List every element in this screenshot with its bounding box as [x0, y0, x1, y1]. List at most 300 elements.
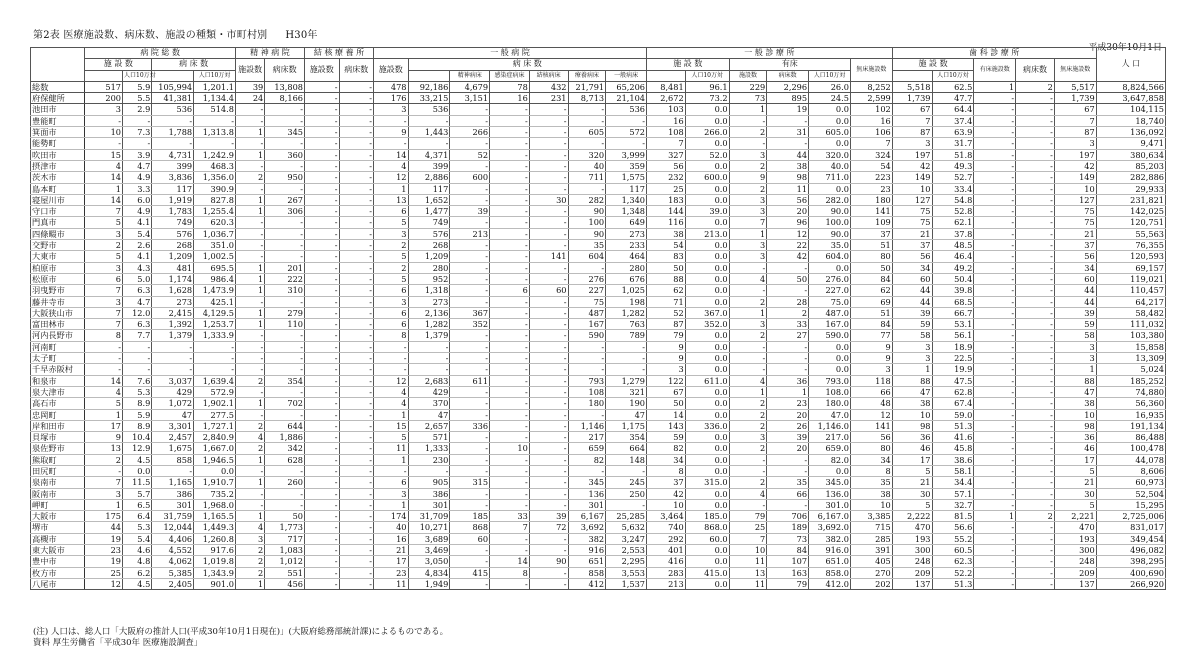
table-cell: 1,473.9 — [194, 285, 236, 296]
table-cell: 127 — [1054, 194, 1096, 205]
table-cell: - — [1016, 138, 1055, 149]
table-cell: 310 — [265, 285, 305, 296]
table-cell: - — [235, 409, 264, 420]
table-cell: - — [568, 364, 606, 375]
municipality-name: 摂津市 — [31, 160, 85, 171]
table-cell: 2 — [85, 240, 123, 251]
table-cell: - — [339, 443, 374, 454]
table-cell: 1,333.9 — [194, 330, 236, 341]
table-cell: 5,024 — [1096, 364, 1165, 375]
table-cell: 3 — [892, 341, 932, 352]
table-cell: 39 — [892, 307, 932, 318]
table-cell: 62.3 — [932, 556, 974, 567]
table-cell: 905 — [408, 477, 450, 488]
table-cell: 67 — [1054, 104, 1096, 115]
table-cell: 15,295 — [1096, 499, 1165, 510]
table-cell: 51.3 — [932, 578, 974, 589]
table-cell: 6,167.0 — [809, 511, 851, 522]
table-cell: - — [974, 251, 1016, 262]
table-cell: 425.1 — [194, 296, 236, 307]
table-cell: - — [490, 172, 530, 183]
municipality-name: 柏原市 — [31, 262, 85, 273]
table-cell: 4.9 — [123, 206, 152, 217]
table-cell: 56 — [892, 251, 932, 262]
table-cell: - — [974, 115, 1016, 126]
table-cell: 24.5 — [809, 93, 851, 104]
table-cell: 13 — [374, 194, 409, 205]
table-cell: 8 — [647, 465, 686, 476]
table-cell: 62.8 — [932, 386, 974, 397]
table-cell: - — [568, 465, 606, 476]
table-cell: 19.9 — [932, 364, 974, 375]
table-cell: 39 — [529, 511, 568, 522]
table-cell: 3 — [85, 262, 123, 273]
table-cell: - — [305, 511, 340, 522]
table-cell: 7 — [1054, 115, 1096, 126]
table-cell: 88 — [647, 273, 686, 284]
table-cell: 37.4 — [932, 115, 974, 126]
table-cell: 2,415 — [152, 307, 194, 318]
table-cell: - — [490, 217, 530, 228]
table-cell: 301 — [152, 499, 194, 510]
table-cell: 108 — [568, 386, 606, 397]
municipality-name: 大東市 — [31, 251, 85, 262]
table-cell: 0.0 — [194, 465, 236, 476]
table-cell: - — [974, 499, 1016, 510]
table-cell: 248 — [892, 556, 932, 567]
table-cell: 416 — [647, 556, 686, 567]
table-cell: - — [85, 341, 123, 352]
table-cell: - — [1016, 251, 1055, 262]
table-cell: - — [194, 364, 236, 375]
table-cell: 715 — [850, 522, 892, 533]
table-cell: - — [305, 499, 340, 510]
table-cell: 1 — [374, 409, 409, 420]
table-cell: 3,037 — [152, 375, 194, 386]
table-cell: 100.0 — [809, 217, 851, 228]
table-cell: 1,333 — [408, 443, 450, 454]
table-cell: - — [450, 556, 490, 567]
table-cell: 17 — [892, 454, 932, 465]
municipality-name: 豊能町 — [31, 115, 85, 126]
table-cell: 345 — [568, 477, 606, 488]
table-row — [31, 194, 1166, 205]
municipality-name: 大阪市 — [31, 511, 85, 522]
table-cell: 108.0 — [809, 386, 851, 397]
table-cell: - — [767, 364, 809, 375]
table-cell: 9,471 — [1096, 138, 1165, 149]
table-cell: - — [450, 398, 490, 409]
table-cell: 88 — [892, 375, 932, 386]
municipality-name: 河南町 — [31, 341, 85, 352]
table-cell: 3 — [85, 228, 123, 239]
table-cell: - — [339, 386, 374, 397]
table-cell: - — [450, 578, 490, 589]
table-cell: 4.1 — [123, 251, 152, 262]
table-cell: 8.9 — [123, 420, 152, 431]
table-cell: - — [529, 432, 568, 443]
table-cell: 0.0 — [685, 353, 729, 364]
table-cell: - — [606, 364, 647, 375]
table-cell: - — [529, 398, 568, 409]
table-cell: 0.0 — [685, 488, 729, 499]
table-cell: - — [305, 386, 340, 397]
table-cell: 59 — [647, 432, 686, 443]
table-cell: 270 — [850, 567, 892, 578]
table-cell: 102 — [850, 104, 892, 115]
table-cell: 31,759 — [152, 511, 194, 522]
table-cell: 16 — [647, 115, 686, 126]
table-cell: - — [490, 398, 530, 409]
table-cell: - — [490, 420, 530, 431]
table-cell: 71 — [647, 296, 686, 307]
table-cell: 35 — [850, 477, 892, 488]
municipality-name: 交野市 — [31, 240, 85, 251]
table-cell: 1,209 — [152, 251, 194, 262]
table-cell: 36 — [767, 375, 809, 386]
table-cell: - — [85, 115, 123, 126]
table-cell: 2 — [729, 409, 767, 420]
table-cell: 35.0 — [809, 240, 851, 251]
table-cell: - — [729, 115, 767, 126]
table-cell: - — [374, 341, 409, 352]
table-cell: 248 — [1054, 556, 1096, 567]
table-cell: 2,222 — [892, 511, 932, 522]
table-cell: 74,880 — [1096, 386, 1165, 397]
table-cell: 67 — [647, 386, 686, 397]
table-cell: - — [1016, 432, 1055, 443]
table-cell: - — [235, 138, 264, 149]
table-cell: 58,482 — [1096, 307, 1165, 318]
table-cell: 185,252 — [1096, 375, 1165, 386]
table-cell: 1 — [235, 127, 264, 138]
table-cell: - — [1016, 386, 1055, 397]
table-cell: 40 — [374, 522, 409, 533]
table-cell: 1,025 — [606, 285, 647, 296]
table-row — [31, 443, 1166, 454]
header-total-bed-per100k: 人口10万対 — [194, 70, 236, 81]
table-cell: 4,834 — [408, 567, 450, 578]
table-cell: 175 — [85, 511, 123, 522]
table-row — [31, 499, 1166, 510]
table-cell: 1,072 — [152, 398, 194, 409]
table-cell: 117 — [408, 183, 450, 194]
table-cell: - — [305, 477, 340, 488]
table-cell: 7 — [647, 138, 686, 149]
table-cell: - — [490, 206, 530, 217]
table-cell: 2 — [374, 262, 409, 273]
table-cell: - — [305, 262, 340, 273]
table-cell: 1,165.5 — [194, 511, 236, 522]
municipality-name: 吹田市 — [31, 149, 85, 160]
table-cell: - — [235, 330, 264, 341]
table-cell: 11.5 — [123, 477, 152, 488]
table-cell: - — [305, 217, 340, 228]
table-cell: 34.4 — [932, 477, 974, 488]
table-cell: - — [305, 364, 340, 375]
table-cell: - — [974, 443, 1016, 454]
table-cell: 0.0 — [685, 273, 729, 284]
table-cell: 1,279 — [606, 375, 647, 386]
table-cell: 60 — [529, 285, 568, 296]
table-cell: 3,836 — [152, 172, 194, 183]
table-cell: 695.5 — [194, 262, 236, 273]
table-cell: 64,217 — [1096, 296, 1165, 307]
table-cell: - — [1016, 217, 1055, 228]
table-cell: 4.1 — [123, 217, 152, 228]
table-cell: 0.0 — [809, 138, 851, 149]
table-cell: 1 — [729, 386, 767, 397]
table-row — [31, 296, 1166, 307]
table-cell: 27 — [767, 330, 809, 341]
table-cell: 14 — [647, 409, 686, 420]
table-cell: 604 — [568, 251, 606, 262]
table-cell: 8 — [374, 330, 409, 341]
table-cell: 44 — [892, 296, 932, 307]
table-cell: 7 — [729, 217, 767, 228]
table-row — [31, 477, 1166, 488]
table-cell: 7 — [490, 522, 530, 533]
table-cell: 517 — [85, 81, 123, 92]
table-cell: 740 — [647, 522, 686, 533]
table-cell: 78 — [490, 81, 530, 92]
table-cell: 6 — [374, 307, 409, 318]
table-cell: 47 — [408, 409, 450, 420]
table-cell: - — [1016, 398, 1055, 409]
table-cell: - — [152, 364, 194, 375]
header-dental-with-bed: 有床施設数 — [974, 59, 1016, 82]
table-cell: - — [305, 115, 340, 126]
table-cell: 176 — [374, 93, 409, 104]
table-cell: 26 — [767, 420, 809, 431]
table-cell: - — [729, 285, 767, 296]
table-cell: 7.3 — [123, 127, 152, 138]
table-cell: 56 — [647, 160, 686, 171]
table-cell: - — [339, 364, 374, 375]
table-cell: 59 — [892, 319, 932, 330]
table-cell: 386 — [408, 488, 450, 499]
table-cell: 62.1 — [932, 217, 974, 228]
table-cell: - — [529, 443, 568, 454]
table-cell: 1 — [729, 228, 767, 239]
table-cell: - — [235, 296, 264, 307]
table-cell: - — [265, 228, 305, 239]
table-cell: - — [568, 353, 606, 364]
table-cell: 4,731 — [152, 149, 194, 160]
table-cell: 1,379 — [152, 330, 194, 341]
table-cell: 3 — [374, 488, 409, 499]
table-cell: 22 — [767, 240, 809, 251]
table-cell: 3,692.0 — [809, 522, 851, 533]
table-cell: 3,647,858 — [1096, 93, 1165, 104]
table-cell: 54 — [850, 160, 892, 171]
table-cell: 0.0 — [809, 364, 851, 375]
header-dental-no-bed: 無床施設数 — [1054, 59, 1096, 82]
table-cell: 6.3 — [123, 285, 152, 296]
table-row — [31, 409, 1166, 420]
table-cell: - — [490, 545, 530, 556]
table-cell: 231 — [529, 93, 568, 104]
table-cell: 789 — [606, 330, 647, 341]
table-cell: 86,488 — [1096, 432, 1165, 443]
table-cell: 31,709 — [408, 511, 450, 522]
table-cell: - — [1016, 499, 1055, 510]
table-cell: 56.1 — [932, 330, 974, 341]
table-cell: - — [767, 454, 809, 465]
table-cell: 604.0 — [809, 251, 851, 262]
table-cell: 5.7 — [123, 488, 152, 499]
table-cell: 21,104 — [606, 93, 647, 104]
table-cell: 0.0 — [685, 160, 729, 171]
header-clinic-with-beds: 有床 — [729, 59, 850, 70]
table-cell: - — [305, 194, 340, 205]
table-cell: 0.0 — [809, 262, 851, 273]
table-cell: - — [265, 499, 305, 510]
table-cell: 7 — [85, 307, 123, 318]
table-cell: - — [450, 296, 490, 307]
table-cell: 399 — [408, 160, 450, 171]
table-cell: 0.0 — [685, 285, 729, 296]
table-cell: 38 — [892, 398, 932, 409]
table-cell: - — [529, 488, 568, 499]
table-cell: - — [339, 499, 374, 510]
table-cell: 30 — [529, 194, 568, 205]
table-cell: - — [568, 104, 606, 115]
table-cell: 6.0 — [123, 194, 152, 205]
table-cell: 10 — [892, 409, 932, 420]
table-cell: 66 — [850, 386, 892, 397]
table-cell: - — [490, 386, 530, 397]
municipality-name: 茨木市 — [31, 172, 85, 183]
table-cell: - — [450, 104, 490, 115]
table-cell: 895 — [767, 93, 809, 104]
table-cell: - — [305, 454, 340, 465]
table-cell: 76,355 — [1096, 240, 1165, 251]
table-cell: - — [1016, 488, 1055, 499]
table-row — [31, 93, 1166, 104]
table-cell: 34 — [647, 454, 686, 465]
table-cell: 50 — [265, 511, 305, 522]
table-cell: 90 — [568, 206, 606, 217]
table-cell: - — [1016, 454, 1055, 465]
table-cell: 12,044 — [152, 522, 194, 533]
table-cell: 2 — [85, 454, 123, 465]
table-cell: 2 — [1016, 511, 1055, 522]
table-cell: 213 — [647, 578, 686, 589]
table-cell: 0.0 — [123, 465, 152, 476]
table-cell: - — [490, 353, 530, 364]
table-cell: 22.5 — [932, 353, 974, 364]
table-cell: 3 — [850, 364, 892, 375]
table-cell: - — [339, 228, 374, 239]
table-cell: - — [529, 183, 568, 194]
table-cell: 60.0 — [685, 533, 729, 544]
table-row — [31, 307, 1166, 318]
table-cell: - — [85, 138, 123, 149]
table-cell: - — [339, 206, 374, 217]
table-cell: 2,683 — [408, 375, 450, 386]
table-cell: - — [339, 375, 374, 386]
table-cell: - — [194, 341, 236, 352]
table-cell: 197 — [1054, 149, 1096, 160]
header-total-bed-count — [152, 70, 194, 81]
table-cell: 17 — [1054, 454, 1096, 465]
table-cell: 1 — [235, 454, 264, 465]
table-cell: - — [408, 364, 450, 375]
table-cell: 117 — [152, 183, 194, 194]
municipality-name: 泉佐野市 — [31, 443, 85, 454]
table-cell: - — [339, 251, 374, 262]
table-cell: 1,175 — [606, 420, 647, 431]
table-cell: 15,858 — [1096, 341, 1165, 352]
table-cell: 29,933 — [1096, 183, 1165, 194]
table-cell: - — [529, 353, 568, 364]
table-cell: - — [490, 499, 530, 510]
table-cell: 39 — [1054, 307, 1096, 318]
table-row — [31, 330, 1166, 341]
table-cell: 0.0 — [809, 104, 851, 115]
table-cell: 34 — [1054, 262, 1096, 273]
table-cell: 4.9 — [123, 172, 152, 183]
table-cell: - — [490, 341, 530, 352]
table-cell: - — [374, 465, 409, 476]
table-cell: - — [450, 454, 490, 465]
table-cell: 149 — [1054, 172, 1096, 183]
table-cell: 1,209 — [408, 251, 450, 262]
table-cell: 1,667.0 — [194, 443, 236, 454]
table-cell: - — [974, 206, 1016, 217]
municipality-name: 島本町 — [31, 183, 85, 194]
table-cell: 137 — [1054, 578, 1096, 589]
table-row — [31, 465, 1166, 476]
table-cell: 4.7 — [123, 160, 152, 171]
table-cell: 487 — [568, 307, 606, 318]
table-cell: 1 — [235, 477, 264, 488]
table-cell: 10.4 — [123, 432, 152, 443]
table-cell: 5 — [1054, 499, 1096, 510]
table-cell: 827.8 — [194, 194, 236, 205]
table-cell: 327 — [647, 149, 686, 160]
table-cell: 44 — [1054, 285, 1096, 296]
table-cell: - — [450, 545, 490, 556]
table-cell: 4,406 — [152, 533, 194, 544]
table-row — [31, 398, 1166, 409]
table-cell: - — [339, 488, 374, 499]
table-cell: 345.0 — [809, 477, 851, 488]
table-cell: 69,157 — [1096, 262, 1165, 273]
title-text: 第2表 医療施設数、病床数、施設の種類・市町村別 — [33, 30, 268, 41]
table-cell: 110,457 — [1096, 285, 1165, 296]
table-cell: 1,739 — [1054, 93, 1096, 104]
table-cell: 47.5 — [932, 375, 974, 386]
table-cell: 590 — [568, 330, 606, 341]
table-cell: 77 — [850, 330, 892, 341]
table-cell: 6 — [374, 206, 409, 217]
table-cell: 283 — [647, 567, 686, 578]
table-cell: 148 — [606, 454, 647, 465]
table-cell: - — [606, 115, 647, 126]
table-row — [31, 206, 1166, 217]
table-cell: 3 — [892, 138, 932, 149]
table-cell: 572 — [606, 127, 647, 138]
table-cell: - — [305, 160, 340, 171]
table-cell: 2 — [235, 172, 264, 183]
table-cell: 1,575 — [606, 172, 647, 183]
table-cell: - — [194, 353, 236, 364]
table-cell: 285 — [850, 533, 892, 544]
table-cell: - — [1016, 296, 1055, 307]
table-row — [31, 556, 1166, 567]
